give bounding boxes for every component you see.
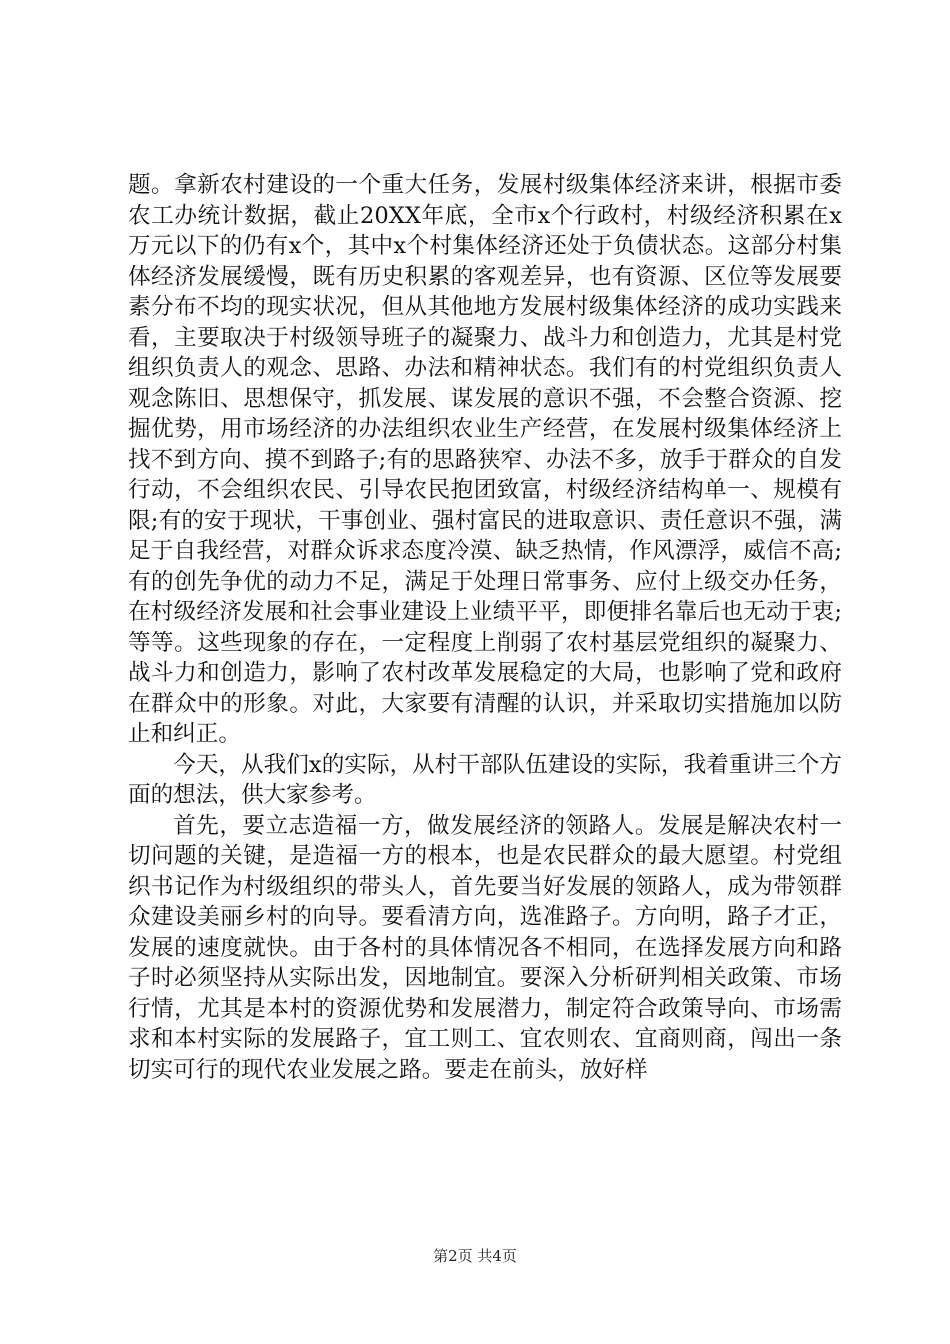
page-footer: 第2页 共4页 <box>433 1247 517 1265</box>
paragraph-1: 题。拿新农村建设的一个重大任务，发展村级集体经济来讲，根据市委农工办统计数据，截止20XX年底，全市x个行政村，村级经济积累在x万元以下的仍有x个，其中x个村集体经济还处于负债状态。这部分村集体经济发展缓慢，既有历史积累的客观差异，也有资源、区位等发展要素分布不均的现实状况，但从其他地方发展村级集体经济的成功实践来看，主要取决于村级领导班子的凝聚力、战斗力和创造力，尤其是村党组织负责人的观念、思路、办法和精神状态。我们有的村党组织负责人观念陈旧、思想保守，抓发展、谋发展的意识不强，不会整合资源、挖掘优势，用市场经济的办法组织农业生产经营，在发展村级集体经济上找不到方向、摸不到路子;有的思路狭窄、办法不多，放手于群众的自发行动，不会组织农民、引导农民抱团致富，村级经济结构单一、规模有限;有的安于现状，干事创业、强村富民的进取意识、责任意识不强，满足于自我经营，对群众诉求态度冷漠、缺乏热情，作风漂浮，威信不高;有的创先争优的动力不足，满足于处理日常事务、应付上级交办任务，在村级经济发展和社会事业建设上业绩平平，即便排名靠后也无动于衷;等等。这些现象的存在，一定程度上削弱了农村基层党组织的凝聚力、战斗力和创造力，影响了农村改革发展稳定的大局，也影响了党和政府在群众中的形象。对此，大家要有清醒的认识，并采取切实措施加以防止和纠正。 <box>128 172 842 747</box>
document-body <box>128 170 842 1085</box>
paragraph-3: 首先，要立志造福一方，做发展经济的领路人。发展是解决农村一切问题的关键，是造福一方的根本，也是农民群众的最大愿望。村党组织书记作为村级组织的带头人，首先要当好发展的领路人，成为带领群众建设美丽乡村的向导。要看清方向，选准路子。方向明，路子才正，发展的速度就快。由于各村的具体情况各不相同，在选择发展方向和路子时必须坚持从实际出发，因地制宜。要深入分析研判相关政策、市场行情，尤其是本村的资源优势和发展潜力，制定符合政策导向、市场需求和本村实际的发展路子，宜工则工、宜农则农、宜商则商，闯出一条切实可行的现代农业发展之路。要走在前头，放好样 <box>128 812 842 1083</box>
paragraph-2: 今天，从我们x的实际，从村干部队伍建设的实际，我着重讲三个方面的想法，供大家参考。 <box>128 751 842 808</box>
